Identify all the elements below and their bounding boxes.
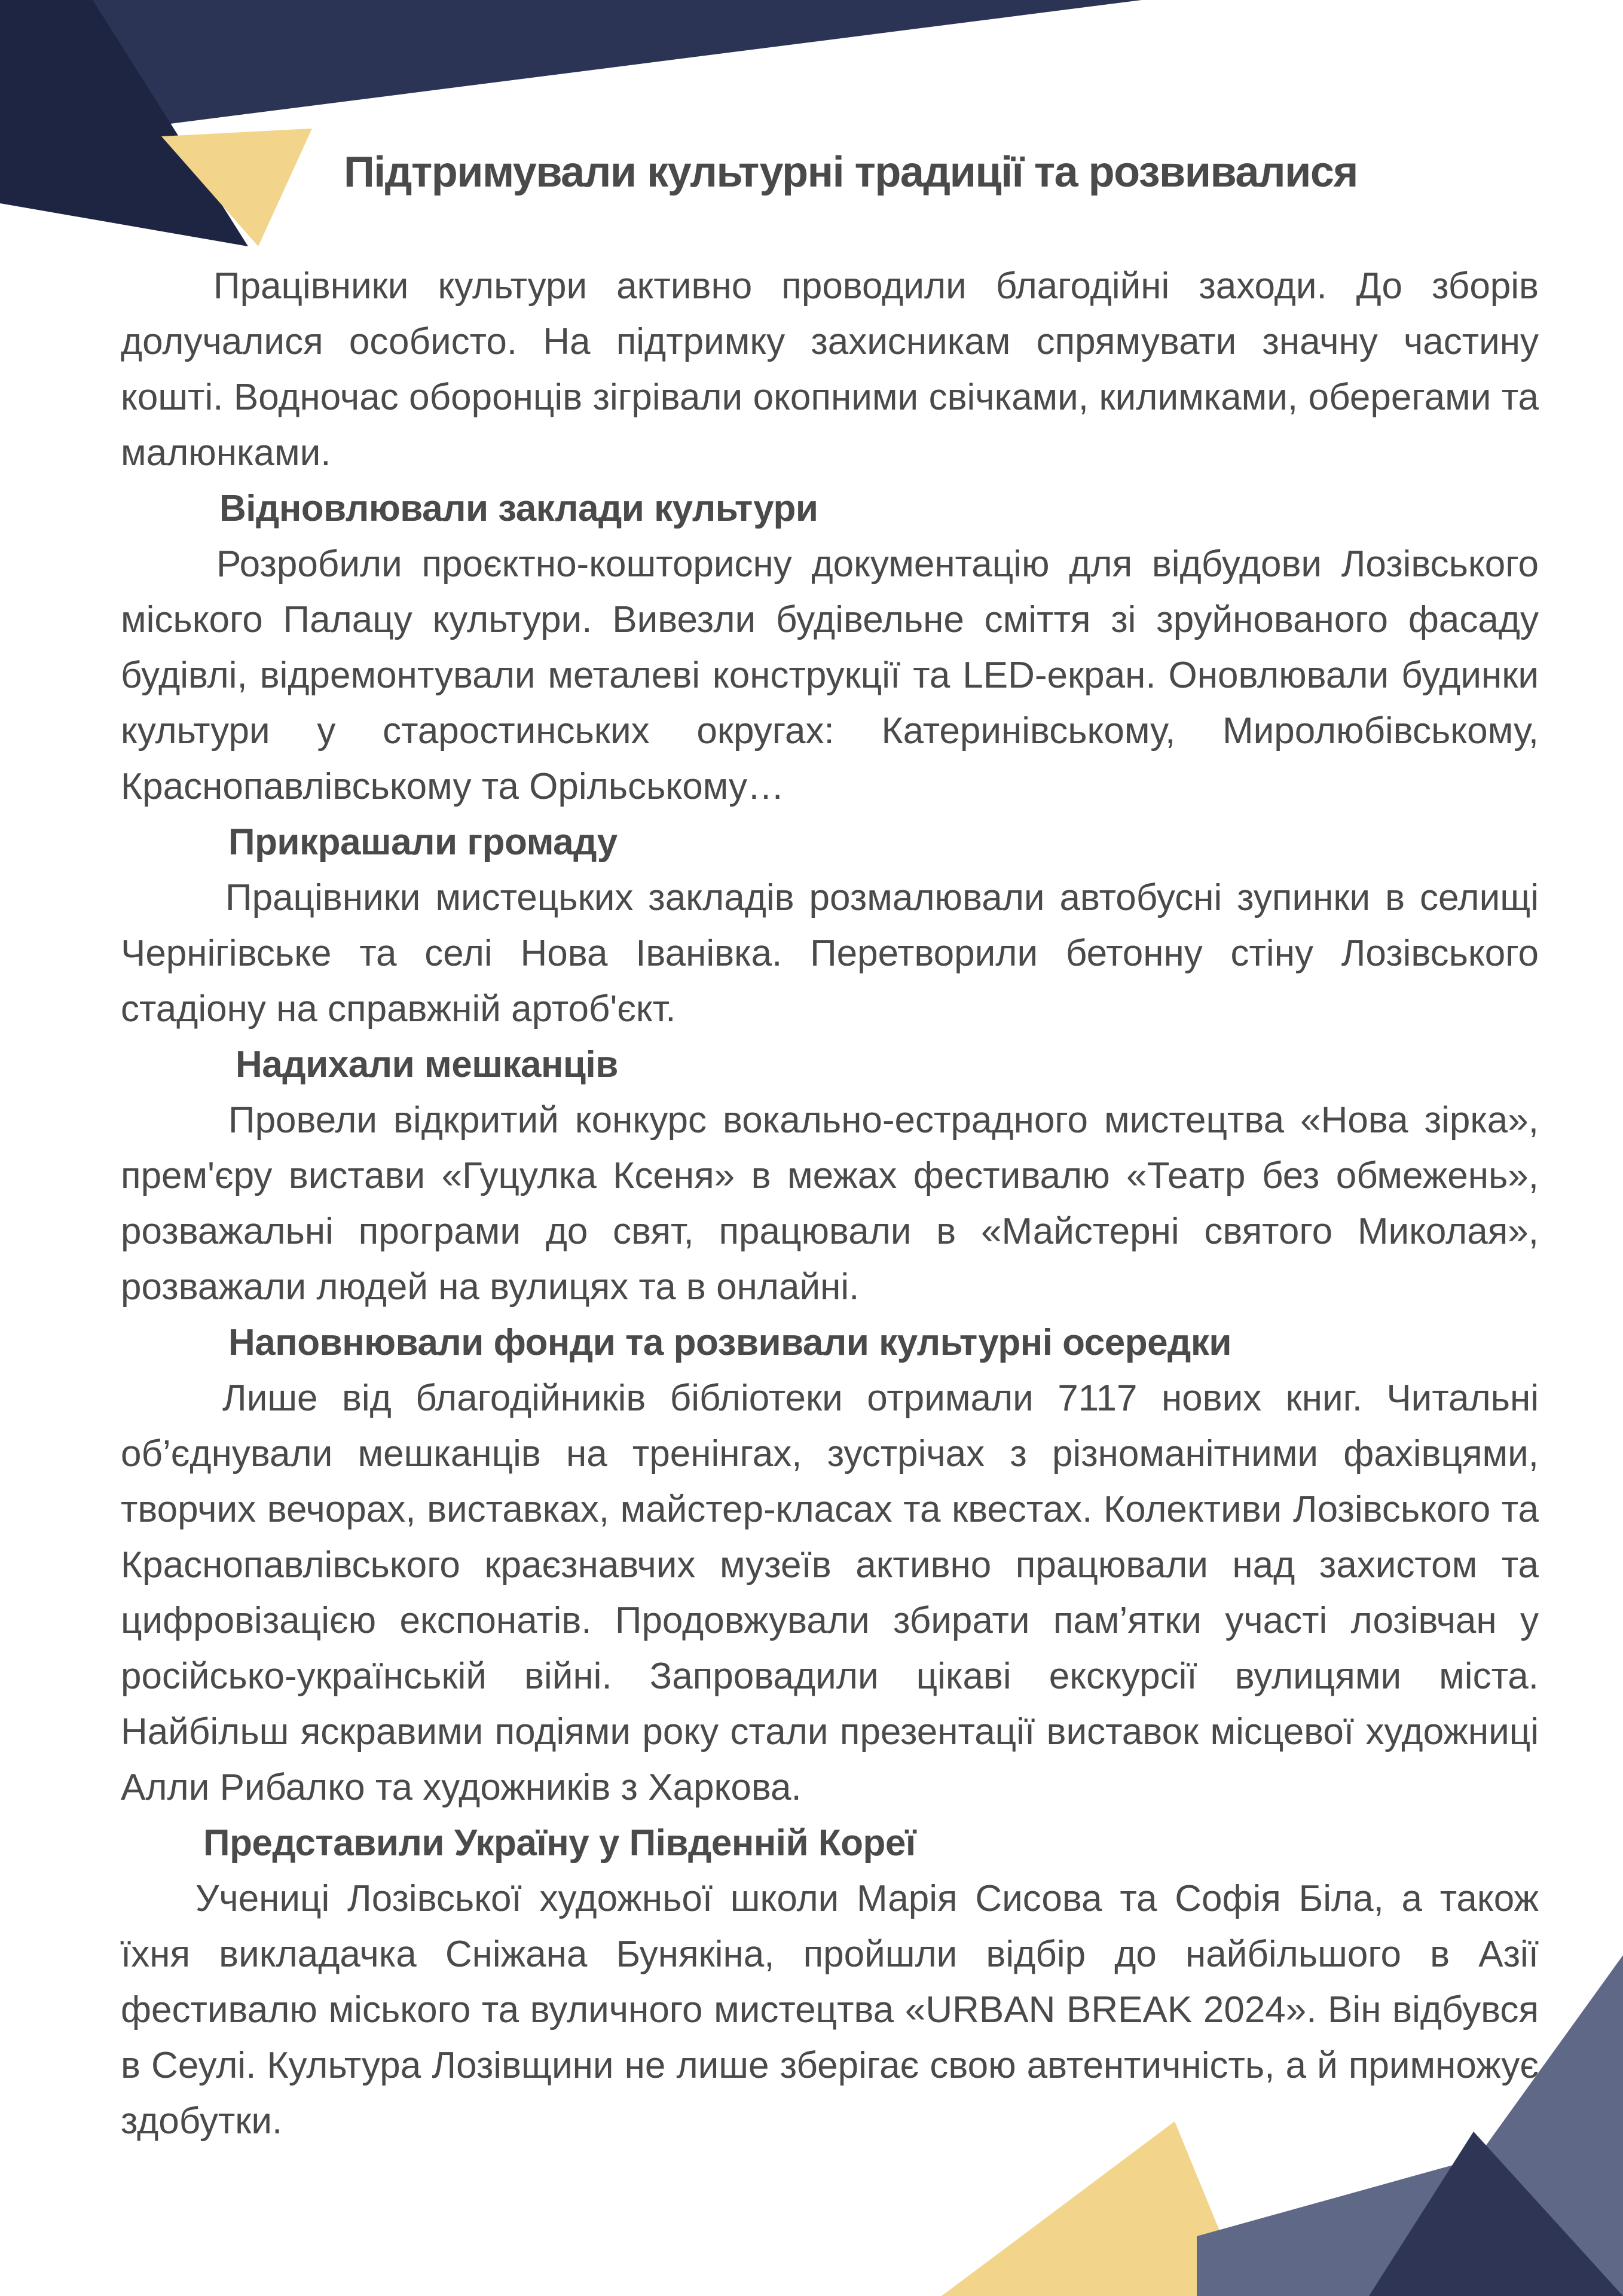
document-body	[121, 258, 1539, 2149]
section-text-inspiration: Провели відкритий конкурс вокально-естрадного мистецтва «Нова зірка», прем'єру вистави «Гуцулка Ксеня» в межах фестивалю «Театр без обмежень», розважальні програми до свят, працювали в «Майстерні святого Миколая», розважали людей на вулицях та в онлайні.	[121, 1100, 1539, 1308]
section-heading-restoration: Відновлювали заклади культури	[219, 488, 818, 529]
page-title: Підтримували культурні традиції та розвивалися	[344, 148, 1358, 196]
section-text-korea: Учениці Лозівської художньої школи Марія Сисова та Софія Біла, а також їхня викладачка Сніжана Бунякіна, пройшли відбір до найбільшого в Азії фестивалю міського та вуличного мистецтва «URBAN BREAK 2024». Він відбувся в Сеулі. Культура Лозівщини не лише зберігає свою автентичність, а й примножує здобутки.	[121, 1878, 1539, 2142]
section-text-funds: Лише від благодійників бібліотеки отримали 7117 нових книг. Читальні об’єднували мешканців на тренінгах, зустрічах з різноманітними фахівцями, творчих вечорах, виставках, майстер-класах та квестах. Колективи Лозівського та Краснопавлівського краєзнавчих музеїв активно працювали над захистом та цифровізацією експонатів. Продовжували збирати пам’ятки участі лозівчан у російсько-українській війні. Запровадили цікаві екскурсії вулицями міста. Найбільш яскравими подіями року стали презентації виставок місцевої художниці Алли Рибалко та художників з Харкова.	[121, 1378, 1539, 1808]
section-heading-korea: Представили Україну у Південній Кореї	[203, 1822, 916, 1864]
section-heading-funds: Наповнювали фонди та розвивали культурні осередки	[228, 1322, 1232, 1363]
section-heading-inspiration: Надихали мешканців	[236, 1044, 618, 1085]
top-navy-band	[0, 0, 1142, 146]
intro-paragraph: Працівники культури активно проводили благодійні заходи. До зборів долучалися особисто. На підтримку захисникам спрямувати значну частину кошті. Водночас оборонців зігрівали окопними свічками, килимками, оберегами та малюнками.	[121, 265, 1539, 474]
section-text-decoration: Працівники мистецьких закладів розмалювали автобусні зупинки в селищі Чернігівське та селі Нова Іванівка. Перетворили бетонну стіну Лозівського стадіону на справжній артоб'єкт.	[121, 877, 1539, 1030]
section-heading-decoration: Прикрашали громаду	[228, 822, 618, 863]
section-text-restoration: Розробили проєктно-кошторисну документацію для відбудови Лозівського міського Палацу культури. Вивезли будівельне сміття зі зруйнованого фасаду будівлі, відремонтували металеві конструкції та LED-екран. Оновлювали будинки культури у старостинських округах: Катеринівському, Миролюбівському, Краснопавлівському та Орільському…	[121, 544, 1539, 807]
